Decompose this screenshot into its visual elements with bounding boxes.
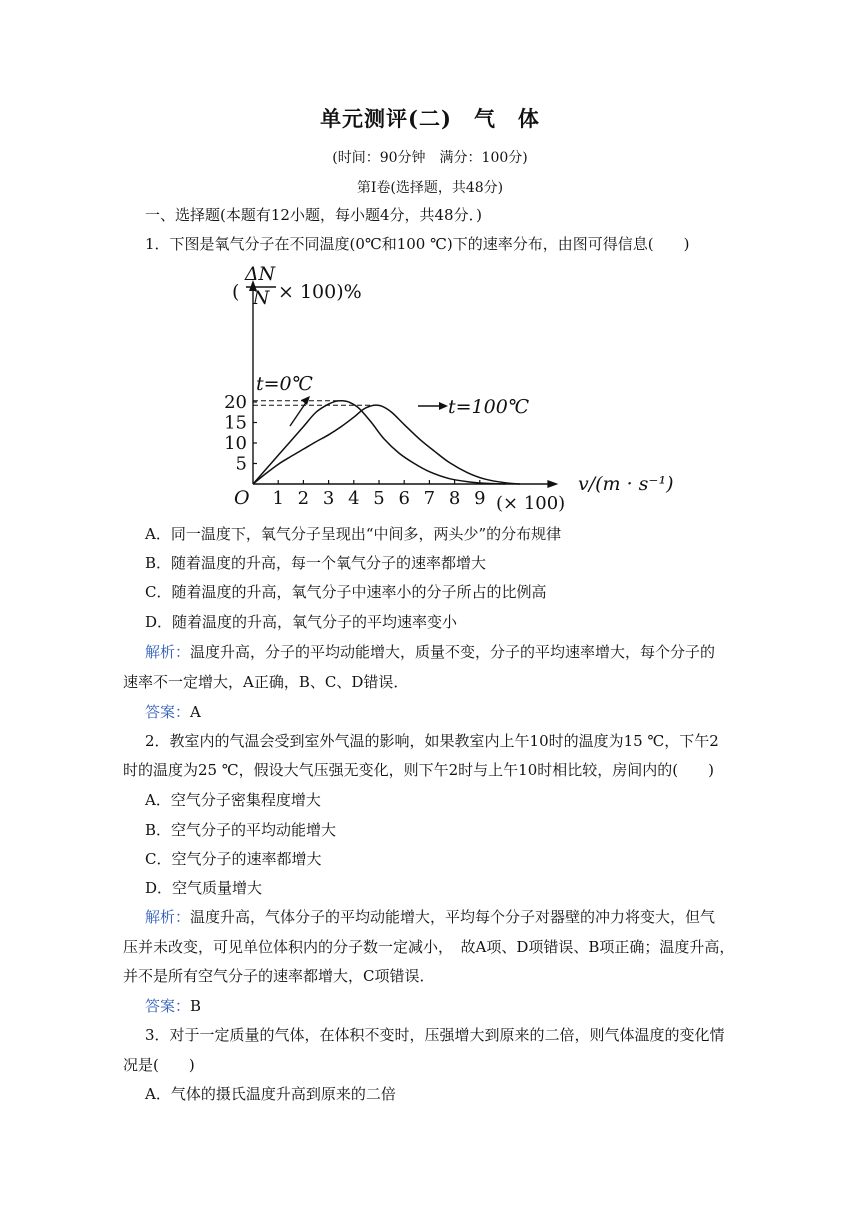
q1-option-b: B．随着温度的升高，每一个氧气分子的速率都增大 — [145, 554, 487, 572]
part-heading: 第Ⅰ卷(选择题，共48分) — [356, 180, 504, 196]
q1-answer — [145, 702, 201, 722]
q2-analysis-label: 解析： — [145, 908, 191, 926]
speed-distribution-chart — [224, 258, 674, 520]
series-label-0c: t=0℃ — [256, 373, 313, 395]
q3-stem-line-2: 况是( ) — [123, 1056, 195, 1074]
q1-analysis-label: 解析： — [145, 643, 191, 661]
q2-answer-label: 答案： — [145, 997, 191, 1015]
q2-option-c: C．空气分子的速率都增大 — [145, 850, 322, 868]
y-tick-label: 10 — [224, 433, 247, 454]
ylabel-tail: × 100)% — [278, 281, 362, 303]
q2-option-b: B．空气分子的平均动能增大 — [145, 821, 337, 839]
x-tick-label: 9 — [474, 488, 486, 509]
x-tick-label: 3 — [322, 488, 335, 509]
q2-analysis-line-2: 压并未改变，可见单位体积内的分子数一定减小， 故A项、D项错误、B项正确；温度升高， — [123, 938, 735, 956]
q1-option-c: C．随着温度的升高，氧气分子中速率小的分子所占的比例高 — [145, 583, 547, 601]
q2-option-a: A．空气分子密集程度增大 — [145, 791, 321, 809]
q2-stem-line-2: 时的温度为25 ℃，假设大气压强无变化，则下午2时与上午10时相比较，房间内的( ) — [123, 761, 714, 779]
q2-answer-value: B — [190, 997, 202, 1015]
q1-analysis-line-2: 速率不一定增大，A正确，B、C、D错误． — [123, 673, 409, 691]
exam-meta: (时间：90分钟 满分：100分) — [332, 150, 528, 166]
arrow-0c-shaft — [290, 401, 307, 426]
x-tick-label: 7 — [423, 488, 436, 509]
ylabel-open: ( — [232, 281, 240, 303]
q1-answer-label: 答案： — [145, 703, 191, 721]
q1-answer-value: A — [190, 703, 201, 721]
q1-option-d: D．随着温度的升高，氧气分子的平均速率变小 — [145, 613, 458, 631]
origin-label: O — [234, 487, 250, 509]
q2-analysis-line-3: 并不是所有空气分子的速率都增大，C项错误． — [123, 967, 435, 985]
q2-answer — [145, 996, 201, 1016]
chart-ticks — [224, 392, 485, 509]
q1-option-a: A．同一温度下，氧气分子呈现出“中间多，两头少”的分布规律 — [145, 525, 562, 543]
chart-reference-lines — [253, 401, 374, 406]
q2-stem-line-1: 2．教室内的气温会受到室外气温的影响，如果教室内上午10时的温度为15 ℃，下午2 — [145, 732, 719, 750]
y-tick-label: 5 — [235, 453, 247, 475]
x-tick-label: 8 — [448, 488, 461, 509]
q3-stem-line-1: 3．对于一定质量的气体，在体积不变时，压强增大到原来的二倍，则气体温度的变化情 — [145, 1026, 725, 1044]
arrow-0c-head — [301, 396, 310, 405]
section-heading: 一、选择题(本题有12小题，每小题4分，共48分．) — [145, 206, 482, 224]
q2-option-d: D．空气质量增大 — [145, 879, 263, 897]
x-axis-arrow — [547, 480, 558, 488]
x-tick-label: 2 — [297, 488, 310, 509]
q1-stem: 1．下图是氧气分子在不同温度(0℃和100 ℃)下的速率分布，由图可得信息( ) — [145, 235, 690, 253]
y-tick-label: 20 — [224, 392, 247, 413]
x-tick-label: 1 — [272, 488, 284, 509]
x-unit: (× 100) — [496, 493, 566, 514]
q1-analysis-line-1 — [145, 642, 715, 662]
q3-option-a: A．气体的摄氏温度升高到原来的二倍 — [145, 1085, 396, 1103]
ylabel-delta-n: ΔN — [244, 263, 276, 285]
page-title — [0, 103, 860, 133]
series-label-100c: t=100℃ — [448, 396, 530, 418]
q1-analysis-text: 温度升高，分子的平均动能增大，质量不变，分子的平均速率增大，每个分子的 — [190, 643, 716, 661]
y-tick-label: 15 — [224, 412, 247, 434]
x-tick-label: 6 — [398, 488, 410, 509]
arrow-100c-head — [439, 402, 448, 410]
xlabel: v/(m · s⁻¹) — [578, 473, 674, 495]
title-part-b: 气 体 — [473, 106, 540, 131]
q2-analysis-text: 温度升高，气体分子的平均动能增大，平均每个分子对器壁的冲力将变大，但气 — [190, 908, 716, 926]
title-part-a: 单元测评(二) — [320, 106, 452, 131]
q2-analysis-line-1 — [145, 907, 715, 927]
x-tick-label: 5 — [373, 488, 385, 509]
ylabel-n: N — [252, 287, 270, 309]
x-tick-label: 4 — [348, 488, 360, 509]
